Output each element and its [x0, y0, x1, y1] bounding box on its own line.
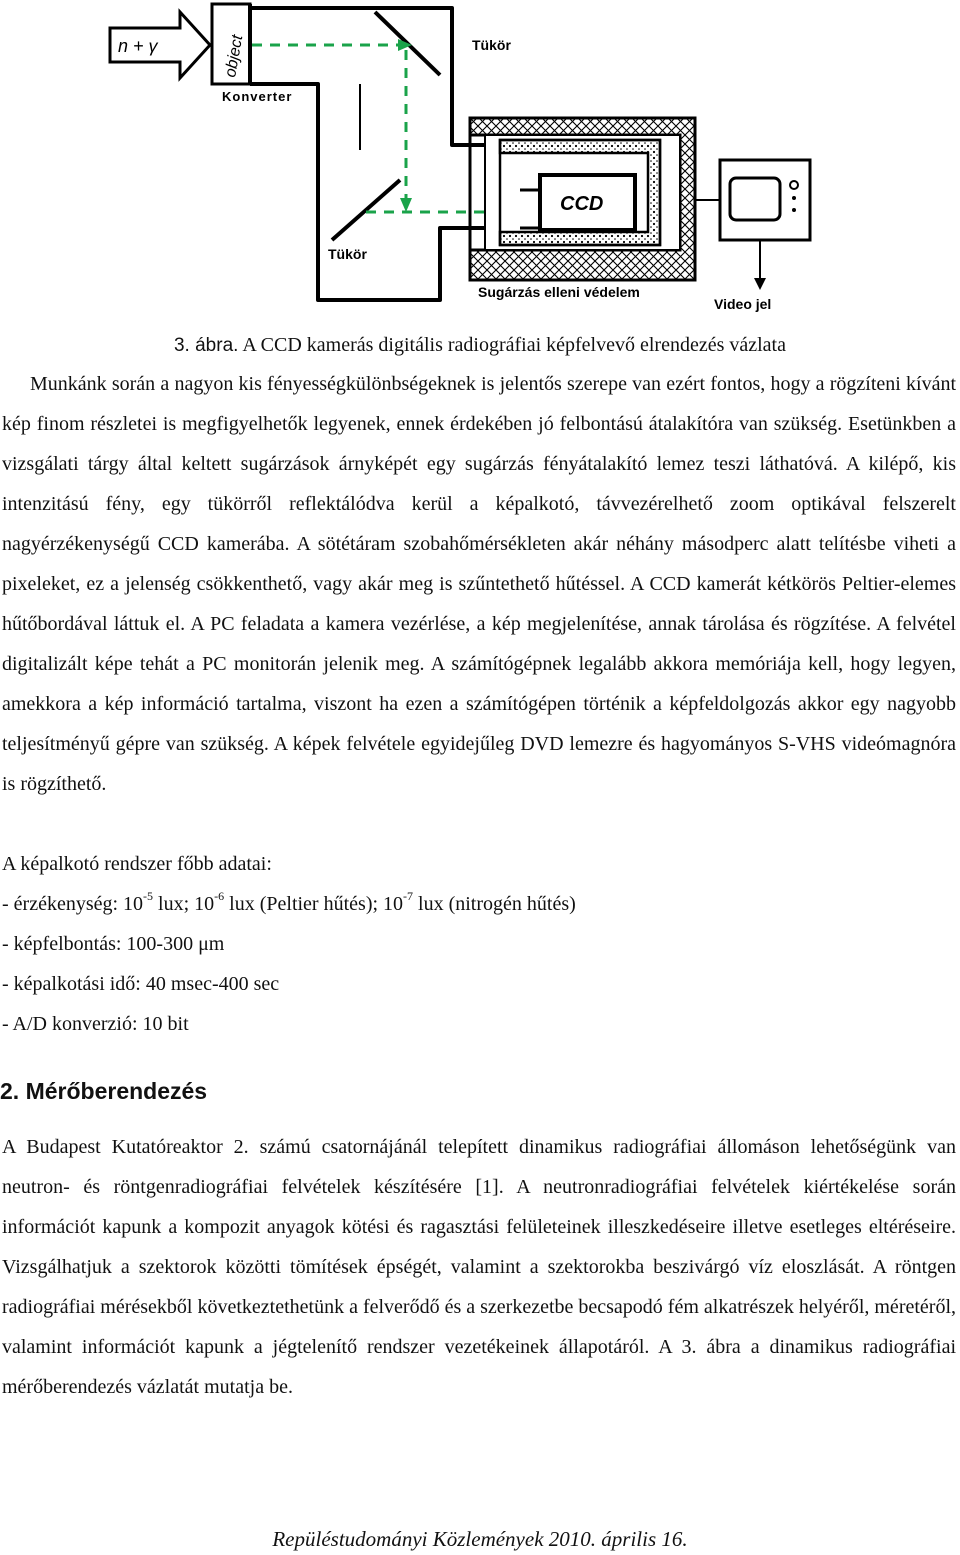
bottom-mirror-label: Tükör — [328, 246, 367, 262]
converter-label: Konverter — [222, 89, 293, 104]
shielding-label: Sugárzás elleni védelem — [478, 284, 640, 300]
figure-caption-text: A CCD kamerás digitális radiográfiai képfelvevő elrendezés vázlata — [238, 334, 786, 356]
spec-ad-conversion: - A/D konverzió: 10 bit — [2, 1013, 189, 1035]
spec-resolution: - képfelbontás: 100-300 μm — [2, 933, 225, 955]
specs-intro: A képalkotó rendszer főbb adatai: — [2, 853, 272, 875]
video-signal-label: Video jel — [714, 296, 772, 312]
page-footer: Repüléstudományi Közlemények 2010. április 16. — [272, 1527, 688, 1551]
input-radiation-label: n + γ — [118, 36, 158, 56]
figure-caption-label: 3. ábra. — [173, 335, 239, 356]
figure-caption — [0, 331, 960, 360]
ccd-setup-diagram — [100, 0, 860, 320]
system-specs — [2, 844, 902, 1044]
spec-sensitivity: - érzékenység: $10^{-5}$ lux; $10^{-6}$ lux (Peltier hűtés); $10^{-7}$ lux (nitrogén hűtés) — [2, 889, 576, 915]
body-paragraph-1: Munkánk során a nagyon kis fényességkülönbségeknek is jelentős szerepe van ezért fontos, hogy a rögzíteni kívánt kép finom részletei is megfigyelhetők legyenek, ennek érdekében jó felbontású átalakítóra van szükség. Esetünkben a vizsgálati tárgy által keltett sugárzások árnyképét egy sugárzás fényátalakító lemez teszi láthatóvá. A kilépő, kis intenzitású fény, egy tükörről reflektálódva kerül a képalkotó, távvezérelhető zoom optikával felszerelt nagyérzékenységű CCD kamerába. A sötétáram szobahőmérsékleten akár néhány másodperc alatt telítésbe viheti a pixeleket, ez a jelenség csökkenthető, vagy akár meg is szűntethető hűtéssel. A CCD kamerát kétkörös Peltier-elemes hűtőbordával láttuk el. A PC feladata a kamera vezérlése, a kép megjelenítése, annak tárolása és rögzítése. A felvétel digitalizált képe tehát a PC monitorán jelenik meg. A számítógépnek legalább akkora memóriája kell, hogy legyen, amekkora a kép információ tartalma, viszont ha ezen a számítógépen történik a képfeldolgozás akkor egy nagyobb teljesítményű gépre van szükség. A képek felvétele egyidejűleg DVD lemezre és hagyományos S-VHS videómagnóra is rögzíthető. — [2, 373, 956, 795]
pc-monitor — [720, 160, 810, 240]
bottom-mirror — [332, 180, 400, 240]
top-mirror-label: Tükör — [472, 37, 511, 53]
spec-imaging-time: - képalkotási idő: 40 msec-400 sec — [2, 973, 280, 995]
body-paragraph-2: A Budapest Kutatóreaktor 2. számú csatornájánál telepített dinamikus radiográfiai állomáson lehetőségünk van neutron- és röntgenradiográfiai felvételek készítésére [1]. A neutronradiográfiai felvételek kiértékelése során információt kapunk a kompozit anyagok kötési és ragasztási felületeinek illeszkedéseire illetve esetleges eltéréseire. Vizsgálhatjuk a szektorok közötti tömítések épségét, valamint a szektorokba beszivárgó víz eloszlását. A röntgen radiográfiai mérésekből következtethetünk a felverődő és a szerkezetbe becsapodó fém alkatrészek helyéről, méretéről, valamint információt kapunk a jégtelenítő rendszer vezetékeinek állapotáról. A 3. ábra a dinamikus radiográfiai mérőberendezés vázlatát mutatja be. — [2, 1136, 956, 1398]
section-heading: 2. Mérőberendezés — [0, 1078, 208, 1104]
ccd-label: CCD — [560, 193, 604, 215]
object-label: object — [222, 33, 247, 79]
